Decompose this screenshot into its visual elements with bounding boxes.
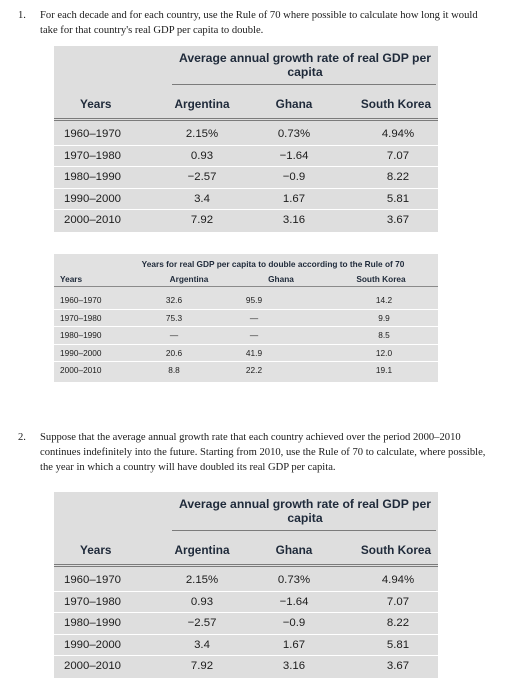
cell-years: 1980–1990 bbox=[60, 330, 102, 340]
cell-south-korea: 12.0 bbox=[375, 347, 393, 358]
cell-ghana: 22.2 bbox=[245, 365, 263, 375]
cell-ghana: 1.67 bbox=[282, 192, 306, 205]
table-group-header: Average annual growth rate of real GDP per capita bbox=[179, 497, 431, 525]
cell-argentina: — bbox=[169, 330, 179, 340]
cell-argentina: 8.8 bbox=[168, 365, 180, 375]
table-row bbox=[54, 613, 438, 634]
cell-south-korea: 8.22 bbox=[386, 171, 410, 183]
cell-ghana: −1.64 bbox=[279, 595, 309, 608]
cell-ghana: 1.67 bbox=[282, 638, 306, 651]
col-header-years: Years bbox=[60, 274, 83, 284]
col-header-argentina: Argentina bbox=[169, 274, 209, 284]
cell-south-korea: 8.22 bbox=[386, 617, 410, 629]
table-row bbox=[54, 327, 438, 344]
cell-argentina: 7.92 bbox=[190, 660, 214, 672]
cell-ghana: 41.9 bbox=[245, 347, 263, 358]
table-row bbox=[54, 592, 438, 613]
cell-argentina: 75.3 bbox=[165, 312, 183, 323]
cell-south-korea: 14.2 bbox=[375, 295, 393, 305]
cell-argentina: 0.93 bbox=[190, 595, 214, 608]
cell-ghana: −1.64 bbox=[279, 149, 309, 162]
col-header-south-korea: South Korea bbox=[360, 543, 432, 557]
cell-ghana: — bbox=[249, 312, 259, 323]
cell-years: 1970–1980 bbox=[64, 595, 122, 608]
cell-years: 2000–2010 bbox=[64, 660, 122, 672]
table-row bbox=[54, 292, 438, 309]
cell-ghana: 3.16 bbox=[282, 660, 306, 672]
cell-south-korea: 3.67 bbox=[386, 660, 410, 672]
cell-argentina: 3.4 bbox=[194, 638, 210, 651]
table-row bbox=[54, 124, 438, 145]
question-1-text: For each decade and for each country, use the Rule of 70 where possible to calculate how long it would take for that country's real GDP per capita to double. bbox=[40, 10, 478, 36]
cell-argentina: −2.57 bbox=[187, 171, 217, 183]
cell-ghana: 3.16 bbox=[282, 214, 306, 226]
cell-argentina: 2.15% bbox=[185, 574, 219, 586]
col-header-south-korea: South Korea bbox=[356, 274, 406, 284]
table-group-header: Average annual growth rate of real GDP per capita bbox=[179, 51, 431, 79]
cell-years: 1960–1970 bbox=[60, 295, 102, 305]
col-header-argentina: Argentina bbox=[174, 543, 230, 557]
cell-south-korea: 5.81 bbox=[386, 192, 410, 205]
col-header-south-korea: South Korea bbox=[360, 97, 432, 111]
table-row bbox=[54, 635, 438, 656]
table-row bbox=[54, 146, 438, 167]
doubling-time-table bbox=[54, 254, 438, 382]
col-header-argentina: Argentina bbox=[174, 97, 230, 111]
table-row bbox=[54, 656, 438, 677]
cell-south-korea: 7.07 bbox=[386, 149, 410, 162]
col-header-ghana: Ghana bbox=[268, 274, 294, 284]
cell-years: 2000–2010 bbox=[64, 214, 122, 226]
cell-south-korea: 3.67 bbox=[386, 214, 410, 226]
table-row bbox=[54, 310, 438, 327]
growth-rate-table bbox=[54, 46, 438, 232]
cell-years: 1990–2000 bbox=[64, 192, 122, 205]
col-header-years: Years bbox=[80, 97, 112, 111]
cell-ghana: 95.9 bbox=[245, 295, 263, 305]
cell-south-korea: 8.5 bbox=[378, 330, 390, 340]
group-header-rule bbox=[172, 84, 436, 85]
table-row bbox=[54, 345, 438, 362]
table-row bbox=[54, 362, 438, 379]
question-1-number: 1. bbox=[18, 10, 26, 21]
col-header-years: Years bbox=[80, 543, 112, 557]
cell-argentina: 3.4 bbox=[194, 192, 210, 205]
header-rule-double bbox=[54, 120, 438, 121]
question-2-number: 2. bbox=[18, 432, 26, 443]
cell-argentina: 32.6 bbox=[165, 295, 183, 305]
cell-ghana: — bbox=[249, 330, 259, 340]
cell-argentina: −2.57 bbox=[187, 617, 217, 629]
cell-years: 1960–1970 bbox=[64, 128, 122, 140]
growth-rate-table-repeat bbox=[54, 492, 438, 678]
cell-ghana: −0.9 bbox=[282, 171, 306, 183]
cell-years: 1990–2000 bbox=[60, 347, 102, 358]
cell-argentina: 2.15% bbox=[185, 128, 219, 140]
cell-south-korea: 7.07 bbox=[386, 595, 410, 608]
col-header-ghana: Ghana bbox=[275, 97, 313, 111]
header-rule bbox=[54, 118, 438, 119]
table-row bbox=[54, 210, 438, 231]
table-row bbox=[54, 570, 438, 591]
header-rule bbox=[54, 286, 438, 287]
cell-years: 2000–2010 bbox=[60, 365, 102, 375]
header-rule bbox=[54, 564, 438, 565]
table-header-row bbox=[54, 94, 438, 114]
cell-years: 1970–1980 bbox=[64, 149, 122, 162]
question-2 bbox=[18, 430, 488, 475]
cell-years: 1990–2000 bbox=[64, 638, 122, 651]
table-header-row bbox=[54, 272, 438, 286]
col-header-ghana: Ghana bbox=[275, 543, 313, 557]
group-header-rule bbox=[172, 530, 436, 531]
cell-ghana: −0.9 bbox=[282, 617, 306, 629]
cell-argentina: 7.92 bbox=[190, 214, 214, 226]
table-header-row bbox=[54, 540, 438, 560]
cell-years: 1980–1990 bbox=[64, 617, 122, 629]
cell-ghana: 0.73% bbox=[277, 574, 311, 586]
cell-years: 1980–1990 bbox=[64, 171, 122, 183]
cell-years: 1960–1970 bbox=[64, 574, 122, 586]
cell-south-korea: 4.94% bbox=[381, 128, 415, 140]
cell-argentina: 20.6 bbox=[165, 347, 183, 358]
cell-south-korea: 4.94% bbox=[381, 574, 415, 586]
cell-south-korea: 19.1 bbox=[375, 365, 393, 375]
cell-south-korea: 5.81 bbox=[386, 638, 410, 651]
doubling-table-title: Years for real GDP per capita to double according to the Rule of 70 bbox=[141, 259, 405, 269]
cell-south-korea: 9.9 bbox=[378, 312, 390, 323]
table-row bbox=[54, 167, 438, 188]
question-1 bbox=[18, 8, 488, 38]
question-2-text: Suppose that the average annual growth rate that each country achieved over the period 2000–2010 continues indefinitely into the future. Starting from 2010, use the Rule of 70 to calculate, where possible, the year in which a country will have doubled its real GDP per capita. bbox=[40, 432, 486, 473]
cell-argentina: 0.93 bbox=[190, 149, 214, 162]
table-row bbox=[54, 189, 438, 210]
header-rule-double bbox=[54, 566, 438, 567]
cell-ghana: 0.73% bbox=[277, 128, 311, 140]
cell-years: 1970–1980 bbox=[60, 312, 102, 323]
